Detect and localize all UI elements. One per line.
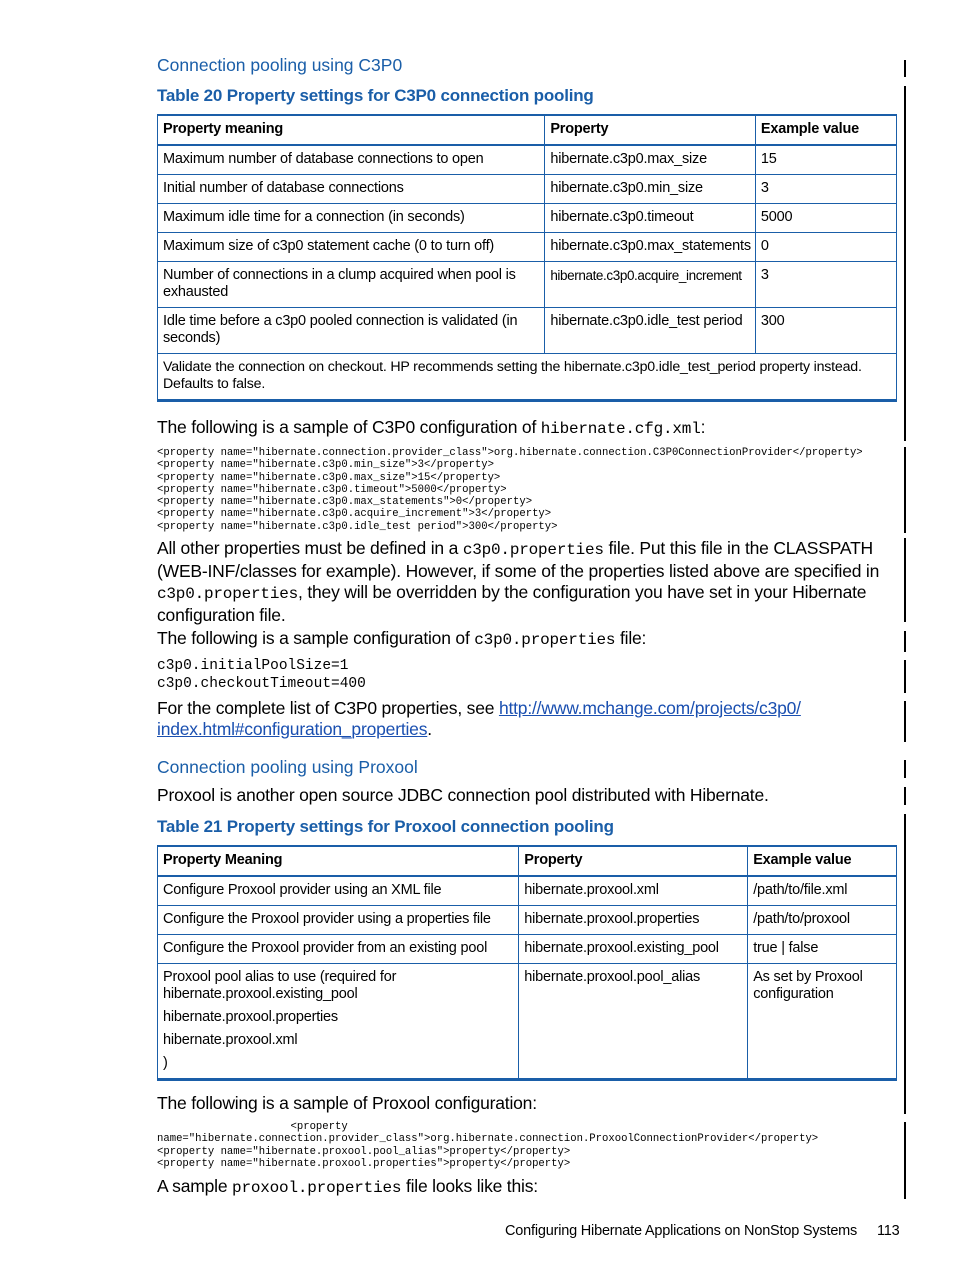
c3p0-link-paragraph [157,698,899,740]
change-bar [904,86,906,441]
proxool-intro: Proxool is another open source JDBC connection pool distributed with Hibernate. [157,785,769,805]
table-21-caption: Table 21 Property settings for Proxool connection pooling [157,817,614,836]
cell-example: 3 [755,262,896,308]
cell-example: 300 [755,308,896,354]
cell-meaning: Maximum number of database connections to open [158,145,545,175]
table-row [158,262,897,308]
cell-example: As set by Proxool configuration [748,964,897,1080]
cell-example: true | false [748,935,897,964]
change-bar [904,631,906,652]
para-text: file. Put this file in the CLASSPATH (WEB-INF/classes for example). However, if some of the properties listed above are specified in [157,538,880,581]
table-header-row [158,115,897,145]
cell-property: hibernate.proxool.xml [519,876,748,906]
c3p0-docs-link[interactable]: http://www.mchange.com/projects/c3p0/ [498,698,801,718]
intro-end: file: [615,628,647,648]
inline-code: proxool.properties [232,1179,402,1197]
intro-end: : [700,417,706,437]
table-row [158,204,897,233]
c3p0-props-intro [157,628,646,651]
para-text: All other properties must be defined in a [157,538,463,558]
c3p0-sample-intro [157,417,705,440]
column-header: Property Meaning [158,846,519,876]
table-row [158,145,897,175]
table-row [158,175,897,204]
change-bar [904,538,906,622]
column-header: Property meaning [158,115,545,145]
c3p0-props-code: c3p0.initialPoolSize=1 c3p0.checkoutTimeout=400 [157,658,366,692]
change-bar [904,787,906,805]
column-header: Example value [755,115,896,145]
proxool-table [157,845,897,1081]
table-row [158,964,897,1080]
change-bar [904,60,906,77]
cell-example: 5000 [755,204,896,233]
cell-property: hibernate.c3p0.min_size [545,175,756,204]
cell-example: 0 [755,233,896,262]
para-text: , they will be overridden by the configuration you have set in your Hibernate configuration file. [157,582,867,625]
cell-example: 15 [755,145,896,175]
cell-line: Proxool pool alias to use (required for hibernate.proxool.existing_pool [163,969,397,1002]
inline-code: hibernate.cfg.xml [540,420,701,438]
inline-code: c3p0.properties [157,585,299,603]
change-bar [904,447,906,533]
table-header-row [158,846,897,876]
table-row [158,935,897,964]
para-end: . [427,719,432,739]
column-header: Property [545,115,756,145]
inline-code: c3p0.properties [462,541,604,559]
cell-meaning: Configure the Proxool provider from an existing pool [158,935,519,964]
section-heading-proxool: Connection pooling using Proxool [157,757,418,777]
section-heading-c3p0: Connection pooling using C3P0 [157,55,403,75]
change-bar [904,760,906,778]
cell-property: hibernate.c3p0.acquire_increment [545,262,756,308]
cell-property: hibernate.proxool.existing_pool [519,935,748,964]
cell-property: hibernate.c3p0.timeout [545,204,756,233]
proxool-sample-intro: The following is a sample of Proxool configuration: [157,1093,537,1113]
table-row [158,906,897,935]
page-number: 113 [877,1223,900,1239]
para-text: For the complete list of C3P0 properties, see [157,698,499,718]
intro-text: The following is a sample configuration of [157,628,475,648]
table-row [158,233,897,262]
intro-end: file looks like this: [401,1176,538,1196]
cell-example: /path/to/file.xml [748,876,897,906]
c3p0-properties-paragraph [157,538,899,626]
cell-property: hibernate.proxool.properties [519,906,748,935]
c3p0-docs-link-cont[interactable]: index.html#configuration_properties [157,719,428,739]
table-row [158,354,897,401]
cell-meaning: Configure Proxool provider using an XML file [158,876,519,906]
proxool-code-sample: <property name="hibernate.connection.provider_class">org.hibernate.connection.ProxoolConnectionProvider</property> <property name="hibernate.proxool.pool_alias">property</property> <property name="hibernate.proxool.properties">property</property> [157,1121,819,1170]
cell-line: hibernate.proxool.xml [163,1032,298,1048]
cell-property: hibernate.proxool.pool_alias [519,964,748,1080]
cell-example: /path/to/proxool [748,906,897,935]
table-20-caption: Table 20 Property settings for C3P0 connection pooling [157,86,594,105]
cell-meaning: Number of connections in a clump acquired when pool is exhausted [158,262,545,308]
cell-meaning: Configure the Proxool provider using a properties file [158,906,519,935]
proxool-file-intro [157,1176,538,1199]
cell-property: hibernate.c3p0.max_statements [545,233,756,262]
cell-property: hibernate.c3p0.idle_test period [545,308,756,354]
cell-line: hibernate.proxool.properties [163,1009,338,1025]
cell-meaning: Initial number of database connections [158,175,545,204]
intro-text: A sample [157,1176,233,1196]
c3p0-code-sample: <property name="hibernate.connection.provider_class">org.hibernate.connection.C3P0ConnectionProvider</property> <property name="hibernate.c3p0.min_size">3</property> <property name="hibernate.c3p0.max_size">15</property> <property name="hibernate.c3p0.timeout">5000</property> <property name="hibernate.c3p0.max_statements">0</property> <property name="hibernate.c3p0.acquire_increment">3</property> <property name="hibernate.c3p0.idle_test period">300</property> [157,447,863,533]
change-bar [904,1122,906,1199]
column-header: Example value [748,846,897,876]
cell-line: ) [163,1055,168,1071]
c3p0-table [157,114,897,402]
intro-text: The following is a sample of C3P0 configuration of [157,417,541,437]
cell-property: hibernate.c3p0.max_size [545,145,756,175]
footer-title: Configuring Hibernate Applications on NonStop Systems [505,1223,858,1239]
cell-meaning: Maximum size of c3p0 statement cache (0 to turn off) [158,233,545,262]
cell-meaning: Maximum idle time for a connection (in seconds) [158,204,545,233]
change-bar [904,814,906,1114]
change-bar [904,660,906,693]
cell-meaning: Idle time before a c3p0 pooled connection is validated (in seconds) [158,308,545,354]
cell-example: 3 [755,175,896,204]
column-header: Property [519,846,748,876]
table-row [158,308,897,354]
table-row [158,876,897,906]
change-bar [904,701,906,742]
inline-code: c3p0.properties [474,631,616,649]
cell-meaning [158,964,519,1080]
cell-span-note: Validate the connection on checkout. HP recommends setting the hibernate.c3p0.idle_test_period property instead. Defaults to false. [158,354,897,401]
